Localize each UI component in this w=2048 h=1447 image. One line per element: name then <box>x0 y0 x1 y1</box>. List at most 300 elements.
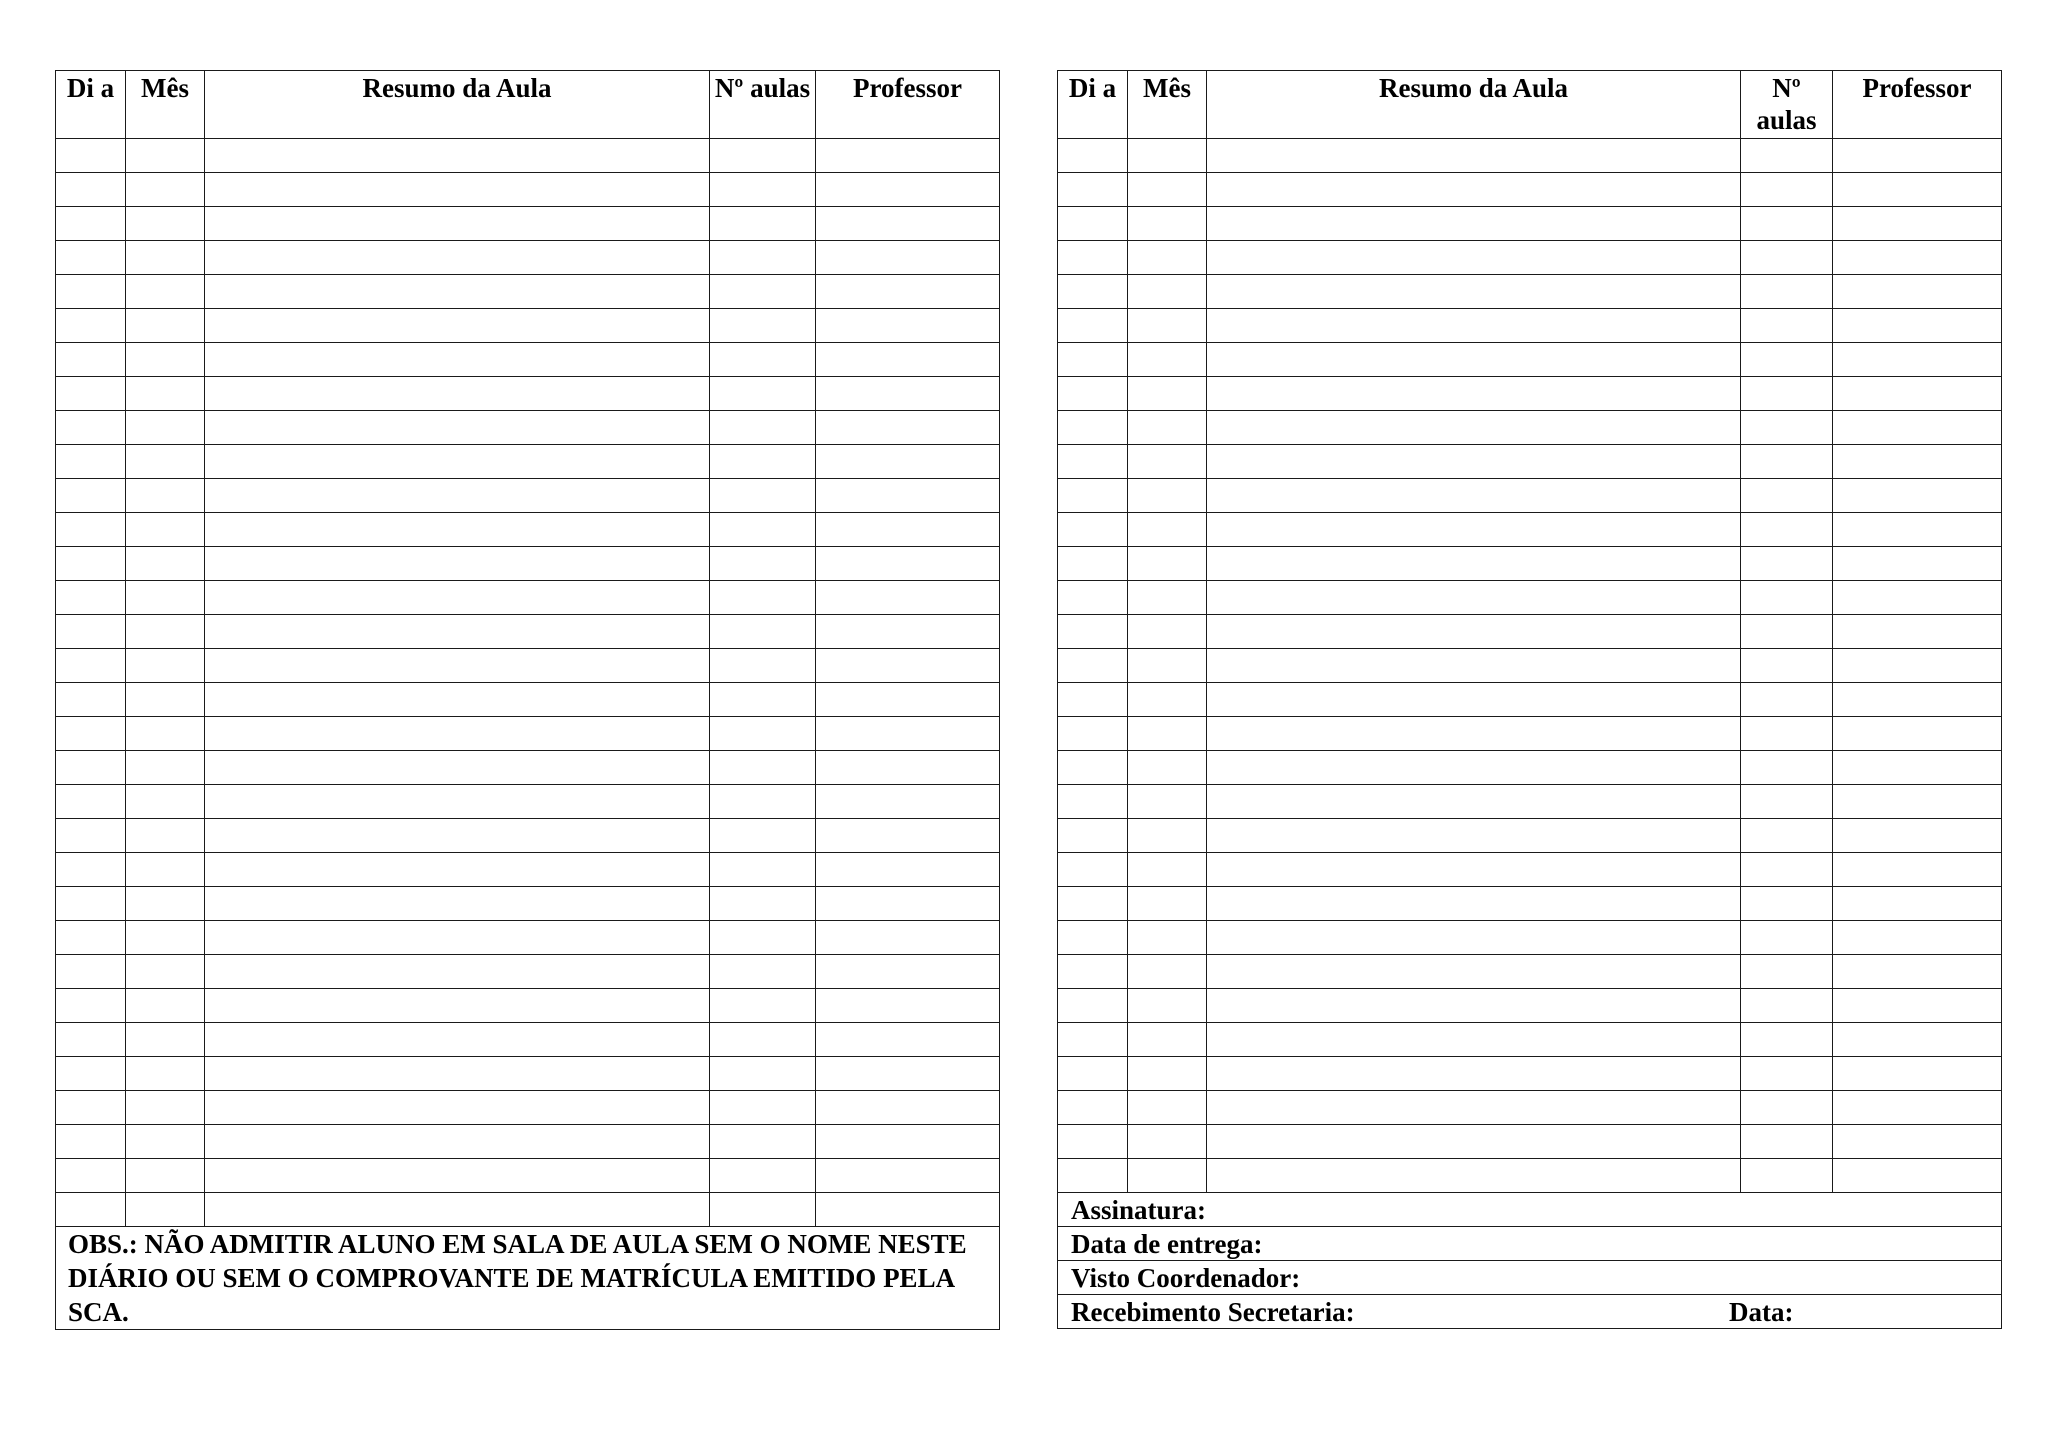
cell-professor[interactable] <box>1833 547 2002 581</box>
cell-n-aulas[interactable] <box>710 275 816 309</box>
cell-resumo[interactable] <box>1207 649 1741 683</box>
cell-professor[interactable] <box>1833 1023 2002 1057</box>
cell-dia[interactable] <box>1058 1159 1128 1193</box>
cell-resumo[interactable] <box>205 751 710 785</box>
cell-professor[interactable] <box>1833 683 2002 717</box>
cell-dia[interactable] <box>1058 445 1128 479</box>
cell-professor[interactable] <box>1833 1091 2002 1125</box>
cell-n-aulas[interactable] <box>1741 955 1833 989</box>
cell-n-aulas[interactable] <box>1741 989 1833 1023</box>
cell-dia[interactable] <box>56 581 126 615</box>
cell-dia[interactable] <box>1058 343 1128 377</box>
cell-resumo[interactable] <box>205 513 710 547</box>
cell-mes[interactable] <box>126 1159 205 1193</box>
cell-mes[interactable] <box>126 717 205 751</box>
cell-mes[interactable] <box>1128 649 1207 683</box>
cell-professor[interactable] <box>1833 615 2002 649</box>
cell-n-aulas[interactable] <box>710 955 816 989</box>
cell-mes[interactable] <box>126 751 205 785</box>
cell-professor[interactable] <box>816 309 1000 343</box>
cell-mes[interactable] <box>126 411 205 445</box>
cell-n-aulas[interactable] <box>710 241 816 275</box>
visto-coordenador-field[interactable]: Visto Coordenador: <box>1058 1261 2002 1295</box>
cell-resumo[interactable] <box>1207 139 1741 173</box>
cell-resumo[interactable] <box>1207 921 1741 955</box>
cell-resumo[interactable] <box>205 955 710 989</box>
cell-mes[interactable] <box>126 241 205 275</box>
cell-dia[interactable] <box>1058 853 1128 887</box>
cell-mes[interactable] <box>126 309 205 343</box>
cell-n-aulas[interactable] <box>1741 173 1833 207</box>
cell-resumo[interactable] <box>205 853 710 887</box>
cell-professor[interactable] <box>816 445 1000 479</box>
cell-professor[interactable] <box>816 717 1000 751</box>
cell-professor[interactable] <box>816 173 1000 207</box>
cell-dia[interactable] <box>56 377 126 411</box>
cell-n-aulas[interactable] <box>1741 683 1833 717</box>
cell-resumo[interactable] <box>205 581 710 615</box>
cell-professor[interactable] <box>1833 139 2002 173</box>
cell-professor[interactable] <box>816 615 1000 649</box>
cell-mes[interactable] <box>1128 241 1207 275</box>
cell-dia[interactable] <box>1058 139 1128 173</box>
cell-resumo[interactable] <box>205 377 710 411</box>
cell-mes[interactable] <box>1128 717 1207 751</box>
cell-mes[interactable] <box>126 785 205 819</box>
cell-professor[interactable] <box>816 853 1000 887</box>
recebimento-field[interactable] <box>1058 1295 2002 1329</box>
cell-resumo[interactable] <box>1207 955 1741 989</box>
cell-dia[interactable] <box>1058 887 1128 921</box>
cell-dia[interactable] <box>56 275 126 309</box>
cell-resumo[interactable] <box>1207 377 1741 411</box>
cell-n-aulas[interactable] <box>1741 751 1833 785</box>
cell-dia[interactable] <box>56 955 126 989</box>
cell-resumo[interactable] <box>205 207 710 241</box>
cell-n-aulas[interactable] <box>1741 853 1833 887</box>
cell-mes[interactable] <box>1128 513 1207 547</box>
cell-professor[interactable] <box>816 921 1000 955</box>
cell-n-aulas[interactable] <box>1741 887 1833 921</box>
cell-n-aulas[interactable] <box>710 615 816 649</box>
cell-dia[interactable] <box>56 921 126 955</box>
cell-dia[interactable] <box>56 513 126 547</box>
cell-resumo[interactable] <box>205 1193 710 1227</box>
cell-mes[interactable] <box>126 1193 205 1227</box>
cell-resumo[interactable] <box>205 615 710 649</box>
cell-professor[interactable] <box>816 275 1000 309</box>
cell-mes[interactable] <box>126 1125 205 1159</box>
cell-n-aulas[interactable] <box>710 139 816 173</box>
cell-resumo[interactable] <box>1207 853 1741 887</box>
cell-mes[interactable] <box>1128 1023 1207 1057</box>
cell-resumo[interactable] <box>1207 513 1741 547</box>
cell-n-aulas[interactable] <box>1741 1023 1833 1057</box>
cell-professor[interactable] <box>1833 411 2002 445</box>
cell-professor[interactable] <box>816 139 1000 173</box>
cell-professor[interactable] <box>1833 1125 2002 1159</box>
cell-mes[interactable] <box>1128 207 1207 241</box>
cell-resumo[interactable] <box>205 649 710 683</box>
cell-n-aulas[interactable] <box>1741 1159 1833 1193</box>
cell-dia[interactable] <box>56 1193 126 1227</box>
cell-n-aulas[interactable] <box>1741 1091 1833 1125</box>
cell-mes[interactable] <box>1128 445 1207 479</box>
cell-n-aulas[interactable] <box>1741 207 1833 241</box>
cell-resumo[interactable] <box>205 1091 710 1125</box>
cell-dia[interactable] <box>1058 955 1128 989</box>
cell-n-aulas[interactable] <box>1741 445 1833 479</box>
cell-mes[interactable] <box>1128 479 1207 513</box>
cell-n-aulas[interactable] <box>1741 1125 1833 1159</box>
cell-mes[interactable] <box>1128 853 1207 887</box>
cell-n-aulas[interactable] <box>710 921 816 955</box>
cell-resumo[interactable] <box>205 241 710 275</box>
cell-n-aulas[interactable] <box>1741 547 1833 581</box>
cell-professor[interactable] <box>1833 921 2002 955</box>
cell-dia[interactable] <box>56 343 126 377</box>
cell-resumo[interactable] <box>205 1023 710 1057</box>
cell-resumo[interactable] <box>205 785 710 819</box>
cell-mes[interactable] <box>1128 955 1207 989</box>
cell-resumo[interactable] <box>205 479 710 513</box>
cell-dia[interactable] <box>1058 1023 1128 1057</box>
cell-mes[interactable] <box>1128 547 1207 581</box>
cell-n-aulas[interactable] <box>710 1057 816 1091</box>
cell-dia[interactable] <box>1058 751 1128 785</box>
cell-professor[interactable] <box>816 1193 1000 1227</box>
cell-n-aulas[interactable] <box>1741 615 1833 649</box>
cell-resumo[interactable] <box>205 819 710 853</box>
cell-professor[interactable] <box>816 547 1000 581</box>
cell-resumo[interactable] <box>1207 173 1741 207</box>
cell-mes[interactable] <box>1128 1091 1207 1125</box>
data-entrega-field[interactable]: Data de entrega: <box>1058 1227 2002 1261</box>
cell-n-aulas[interactable] <box>1741 139 1833 173</box>
cell-professor[interactable] <box>1833 377 2002 411</box>
cell-n-aulas[interactable] <box>1741 649 1833 683</box>
cell-dia[interactable] <box>1058 173 1128 207</box>
cell-n-aulas[interactable] <box>1741 819 1833 853</box>
cell-mes[interactable] <box>1128 581 1207 615</box>
cell-n-aulas[interactable] <box>710 683 816 717</box>
cell-mes[interactable] <box>1128 751 1207 785</box>
cell-mes[interactable] <box>126 819 205 853</box>
cell-n-aulas[interactable] <box>1741 241 1833 275</box>
cell-n-aulas[interactable] <box>710 989 816 1023</box>
cell-resumo[interactable] <box>205 1159 710 1193</box>
cell-n-aulas[interactable] <box>1741 581 1833 615</box>
cell-n-aulas[interactable] <box>710 581 816 615</box>
cell-resumo[interactable] <box>1207 1159 1741 1193</box>
cell-professor[interactable] <box>816 343 1000 377</box>
cell-resumo[interactable] <box>1207 241 1741 275</box>
cell-dia[interactable] <box>1058 615 1128 649</box>
cell-professor[interactable] <box>816 1057 1000 1091</box>
cell-professor[interactable] <box>816 683 1000 717</box>
cell-dia[interactable] <box>56 717 126 751</box>
cell-mes[interactable] <box>126 1057 205 1091</box>
cell-resumo[interactable] <box>205 683 710 717</box>
cell-n-aulas[interactable] <box>710 445 816 479</box>
cell-resumo[interactable] <box>205 989 710 1023</box>
cell-resumo[interactable] <box>1207 309 1741 343</box>
cell-n-aulas[interactable] <box>1741 785 1833 819</box>
cell-professor[interactable] <box>816 955 1000 989</box>
cell-professor[interactable] <box>1833 853 2002 887</box>
cell-dia[interactable] <box>1058 1091 1128 1125</box>
cell-dia[interactable] <box>56 887 126 921</box>
cell-mes[interactable] <box>1128 309 1207 343</box>
cell-dia[interactable] <box>56 445 126 479</box>
cell-professor[interactable] <box>1833 751 2002 785</box>
cell-mes[interactable] <box>1128 785 1207 819</box>
cell-n-aulas[interactable] <box>1741 717 1833 751</box>
cell-dia[interactable] <box>1058 207 1128 241</box>
cell-dia[interactable] <box>56 615 126 649</box>
cell-resumo[interactable] <box>205 1057 710 1091</box>
cell-dia[interactable] <box>1058 479 1128 513</box>
cell-resumo[interactable] <box>1207 275 1741 309</box>
cell-dia[interactable] <box>1058 819 1128 853</box>
cell-dia[interactable] <box>56 411 126 445</box>
cell-mes[interactable] <box>126 207 205 241</box>
cell-n-aulas[interactable] <box>710 785 816 819</box>
cell-n-aulas[interactable] <box>1741 309 1833 343</box>
cell-mes[interactable] <box>126 173 205 207</box>
cell-professor[interactable] <box>816 479 1000 513</box>
cell-dia[interactable] <box>56 1159 126 1193</box>
cell-dia[interactable] <box>56 1125 126 1159</box>
cell-resumo[interactable] <box>205 921 710 955</box>
cell-dia[interactable] <box>56 1023 126 1057</box>
cell-resumo[interactable] <box>1207 1125 1741 1159</box>
cell-dia[interactable] <box>1058 717 1128 751</box>
cell-dia[interactable] <box>56 785 126 819</box>
cell-professor[interactable] <box>1833 513 2002 547</box>
cell-resumo[interactable] <box>1207 819 1741 853</box>
cell-dia[interactable] <box>56 479 126 513</box>
cell-n-aulas[interactable] <box>710 853 816 887</box>
cell-resumo[interactable] <box>1207 479 1741 513</box>
cell-n-aulas[interactable] <box>710 819 816 853</box>
cell-dia[interactable] <box>1058 411 1128 445</box>
cell-dia[interactable] <box>1058 547 1128 581</box>
cell-professor[interactable] <box>816 411 1000 445</box>
cell-dia[interactable] <box>56 241 126 275</box>
cell-mes[interactable] <box>126 139 205 173</box>
cell-dia[interactable] <box>1058 1125 1128 1159</box>
cell-mes[interactable] <box>126 683 205 717</box>
assinatura-field[interactable]: Assinatura: <box>1058 1193 2002 1227</box>
cell-mes[interactable] <box>126 955 205 989</box>
cell-dia[interactable] <box>56 683 126 717</box>
cell-mes[interactable] <box>1128 139 1207 173</box>
cell-n-aulas[interactable] <box>710 547 816 581</box>
cell-n-aulas[interactable] <box>710 343 816 377</box>
cell-dia[interactable] <box>1058 309 1128 343</box>
cell-mes[interactable] <box>1128 819 1207 853</box>
cell-professor[interactable] <box>1833 1159 2002 1193</box>
cell-mes[interactable] <box>1128 1125 1207 1159</box>
cell-n-aulas[interactable] <box>710 1193 816 1227</box>
cell-dia[interactable] <box>56 173 126 207</box>
cell-resumo[interactable] <box>205 139 710 173</box>
cell-professor[interactable] <box>1833 343 2002 377</box>
cell-resumo[interactable] <box>1207 785 1741 819</box>
cell-professor[interactable] <box>1833 955 2002 989</box>
cell-dia[interactable] <box>1058 989 1128 1023</box>
cell-professor[interactable] <box>1833 207 2002 241</box>
cell-dia[interactable] <box>1058 683 1128 717</box>
cell-n-aulas[interactable] <box>1741 479 1833 513</box>
cell-mes[interactable] <box>1128 615 1207 649</box>
cell-mes[interactable] <box>1128 343 1207 377</box>
cell-professor[interactable] <box>1833 785 2002 819</box>
cell-professor[interactable] <box>1833 989 2002 1023</box>
cell-dia[interactable] <box>1058 1057 1128 1091</box>
cell-professor[interactable] <box>816 751 1000 785</box>
cell-mes[interactable] <box>126 445 205 479</box>
cell-professor[interactable] <box>816 819 1000 853</box>
cell-mes[interactable] <box>126 649 205 683</box>
cell-n-aulas[interactable] <box>1741 513 1833 547</box>
cell-mes[interactable] <box>1128 411 1207 445</box>
cell-n-aulas[interactable] <box>710 887 816 921</box>
cell-dia[interactable] <box>1058 785 1128 819</box>
cell-resumo[interactable] <box>205 1125 710 1159</box>
cell-dia[interactable] <box>1058 921 1128 955</box>
cell-dia[interactable] <box>56 207 126 241</box>
cell-n-aulas[interactable] <box>710 1023 816 1057</box>
cell-resumo[interactable] <box>205 445 710 479</box>
cell-mes[interactable] <box>1128 887 1207 921</box>
cell-resumo[interactable] <box>205 547 710 581</box>
cell-n-aulas[interactable] <box>710 649 816 683</box>
cell-dia[interactable] <box>56 1057 126 1091</box>
cell-resumo[interactable] <box>1207 411 1741 445</box>
cell-resumo[interactable] <box>1207 1091 1741 1125</box>
cell-dia[interactable] <box>1058 513 1128 547</box>
cell-professor[interactable] <box>1833 173 2002 207</box>
cell-resumo[interactable] <box>205 275 710 309</box>
cell-dia[interactable] <box>56 819 126 853</box>
cell-resumo[interactable] <box>1207 751 1741 785</box>
cell-professor[interactable] <box>816 1125 1000 1159</box>
cell-professor[interactable] <box>1833 887 2002 921</box>
cell-n-aulas[interactable] <box>1741 921 1833 955</box>
cell-mes[interactable] <box>126 853 205 887</box>
cell-professor[interactable] <box>816 241 1000 275</box>
cell-resumo[interactable] <box>1207 445 1741 479</box>
cell-dia[interactable] <box>56 853 126 887</box>
cell-n-aulas[interactable] <box>710 479 816 513</box>
cell-n-aulas[interactable] <box>1741 377 1833 411</box>
cell-professor[interactable] <box>816 649 1000 683</box>
cell-professor[interactable] <box>816 785 1000 819</box>
cell-resumo[interactable] <box>205 717 710 751</box>
cell-n-aulas[interactable] <box>710 309 816 343</box>
cell-dia[interactable] <box>56 1091 126 1125</box>
cell-mes[interactable] <box>126 989 205 1023</box>
cell-mes[interactable] <box>126 479 205 513</box>
cell-resumo[interactable] <box>1207 989 1741 1023</box>
cell-professor[interactable] <box>816 513 1000 547</box>
cell-mes[interactable] <box>1128 989 1207 1023</box>
cell-resumo[interactable] <box>1207 547 1741 581</box>
cell-professor[interactable] <box>1833 819 2002 853</box>
cell-mes[interactable] <box>1128 1057 1207 1091</box>
cell-resumo[interactable] <box>1207 887 1741 921</box>
cell-n-aulas[interactable] <box>710 1091 816 1125</box>
cell-dia[interactable] <box>56 547 126 581</box>
cell-dia[interactable] <box>1058 581 1128 615</box>
cell-dia[interactable] <box>56 309 126 343</box>
cell-professor[interactable] <box>816 207 1000 241</box>
cell-resumo[interactable] <box>1207 343 1741 377</box>
cell-dia[interactable] <box>56 989 126 1023</box>
cell-n-aulas[interactable] <box>1741 1057 1833 1091</box>
cell-resumo[interactable] <box>205 309 710 343</box>
cell-n-aulas[interactable] <box>1741 343 1833 377</box>
cell-dia[interactable] <box>1058 649 1128 683</box>
cell-n-aulas[interactable] <box>710 173 816 207</box>
cell-resumo[interactable] <box>205 173 710 207</box>
cell-mes[interactable] <box>126 547 205 581</box>
cell-professor[interactable] <box>1833 479 2002 513</box>
cell-professor[interactable] <box>816 377 1000 411</box>
cell-dia[interactable] <box>56 139 126 173</box>
cell-professor[interactable] <box>1833 445 2002 479</box>
cell-resumo[interactable] <box>1207 1057 1741 1091</box>
cell-resumo[interactable] <box>1207 207 1741 241</box>
cell-professor[interactable] <box>816 989 1000 1023</box>
cell-n-aulas[interactable] <box>1741 275 1833 309</box>
cell-n-aulas[interactable] <box>710 207 816 241</box>
cell-n-aulas[interactable] <box>710 377 816 411</box>
cell-resumo[interactable] <box>1207 683 1741 717</box>
cell-dia[interactable] <box>56 751 126 785</box>
cell-mes[interactable] <box>1128 683 1207 717</box>
cell-professor[interactable] <box>1833 275 2002 309</box>
cell-professor[interactable] <box>1833 1057 2002 1091</box>
cell-n-aulas[interactable] <box>710 411 816 445</box>
cell-n-aulas[interactable] <box>710 1159 816 1193</box>
cell-mes[interactable] <box>126 887 205 921</box>
cell-mes[interactable] <box>1128 921 1207 955</box>
cell-professor[interactable] <box>1833 581 2002 615</box>
cell-dia[interactable] <box>1058 275 1128 309</box>
cell-resumo[interactable] <box>1207 615 1741 649</box>
cell-resumo[interactable] <box>205 411 710 445</box>
cell-mes[interactable] <box>1128 1159 1207 1193</box>
cell-resumo[interactable] <box>1207 581 1741 615</box>
cell-mes[interactable] <box>126 513 205 547</box>
cell-n-aulas[interactable] <box>710 751 816 785</box>
cell-dia[interactable] <box>1058 377 1128 411</box>
cell-professor[interactable] <box>816 887 1000 921</box>
cell-mes[interactable] <box>126 343 205 377</box>
cell-mes[interactable] <box>126 275 205 309</box>
cell-professor[interactable] <box>816 581 1000 615</box>
cell-mes[interactable] <box>126 615 205 649</box>
cell-professor[interactable] <box>1833 717 2002 751</box>
cell-professor[interactable] <box>816 1023 1000 1057</box>
cell-professor[interactable] <box>1833 649 2002 683</box>
cell-n-aulas[interactable] <box>1741 411 1833 445</box>
cell-resumo[interactable] <box>205 887 710 921</box>
cell-professor[interactable] <box>816 1091 1000 1125</box>
